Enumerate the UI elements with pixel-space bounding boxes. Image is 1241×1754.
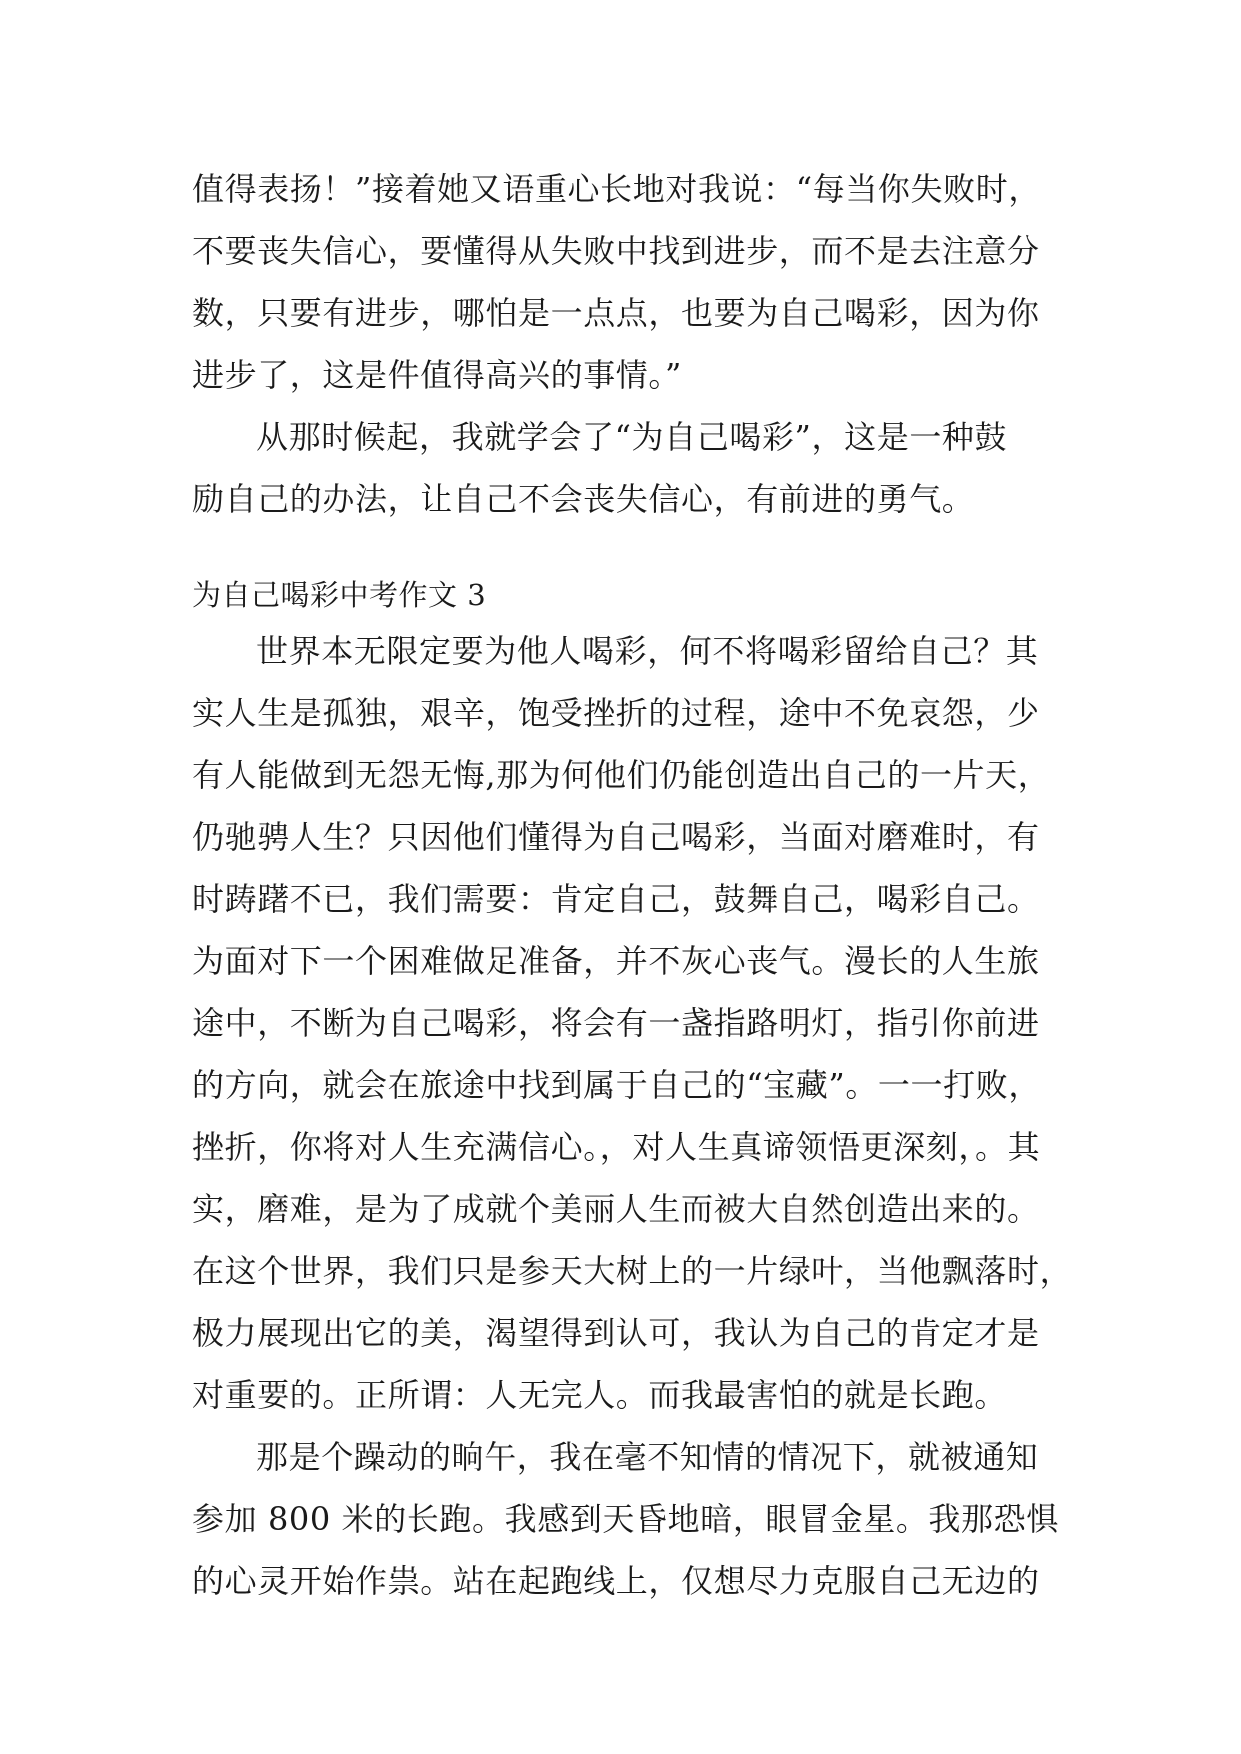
text-line: 仍驰骋人生？只因他们懂得为自己喝彩，当面对磨难时，有 — [192, 818, 1040, 856]
text-line: 励自己的办法，让自己不会丧失信心，有前进的勇气。 — [192, 480, 975, 518]
text-line: 进步了，这是件值得高兴的事情。” — [192, 356, 682, 394]
text-line: 挫折，你将对人生充满信心。，对人生真谛领悟更深刻，。其 — [192, 1128, 1041, 1166]
text-line: 在这个世界，我们只是参天大树上的一片绿叶，当他飘落时， — [192, 1252, 1073, 1290]
intro-text-block — [192, 158, 1062, 530]
text-line: 有人能做到无怨无悔,那为何他们仍能创造出自己的一片天， — [192, 756, 1051, 794]
text-line: 从那时候起，我就学会了“为自己喝彩”，这是一种鼓 — [256, 418, 1008, 456]
essay-text-block — [192, 620, 1073, 1612]
text-line: 的方向，就会在旅途中找到属于自己的“宝藏”。一一打败， — [192, 1066, 1041, 1104]
text-line: 那是个躁动的晌午，我在毫不知情的情况下，就被通知 — [256, 1438, 1039, 1476]
text-line: 对重要的。正所谓：人无完人。而我最害怕的就是长跑。 — [192, 1376, 1008, 1414]
text-line: 极力展现出它的美，渴望得到认可，我认为自己的肯定才是 — [192, 1314, 1040, 1352]
text-line: 时踌躇不已，我们需要：肯定自己，鼓舞自己，喝彩自己。 — [192, 880, 1040, 918]
text-line: 实，磨难，是为了成就个美丽人生而被大自然创造出来的。 — [192, 1190, 1040, 1228]
text-line: 参加 800 米的长跑。我感到天昏地暗，眼冒金星。我那恐惧 — [192, 1500, 1059, 1538]
text-line: 实人生是孤独，艰辛，饱受挫折的过程，途中不免哀怨，少 — [192, 694, 1040, 732]
text-line: 为面对下一个困难做足准备，并不灰心丧气。漫长的人生旅 — [192, 942, 1040, 980]
text-line: 世界本无限定要为他人喝彩，何不将喝彩留给自己？其 — [256, 632, 1039, 670]
text-line: 途中，不断为自己喝彩，将会有一盏指路明灯，指引你前进 — [192, 1004, 1040, 1042]
section-heading: 为自己喝彩中考作文 3 — [192, 578, 487, 612]
text-line: 数，只要有进步，哪怕是一点点，也要为自己喝彩，因为你 — [192, 294, 1040, 332]
text-line: 不要丧失信心，要懂得从失败中找到进步，而不是去注意分 — [192, 232, 1040, 270]
text-line: 的心灵开始作祟。站在起跑线上，仅想尽力克服自己无边的 — [192, 1562, 1040, 1600]
text-line: 值得表扬！”接着她又语重心长地对我说：“每当你失败时， — [192, 170, 1041, 208]
